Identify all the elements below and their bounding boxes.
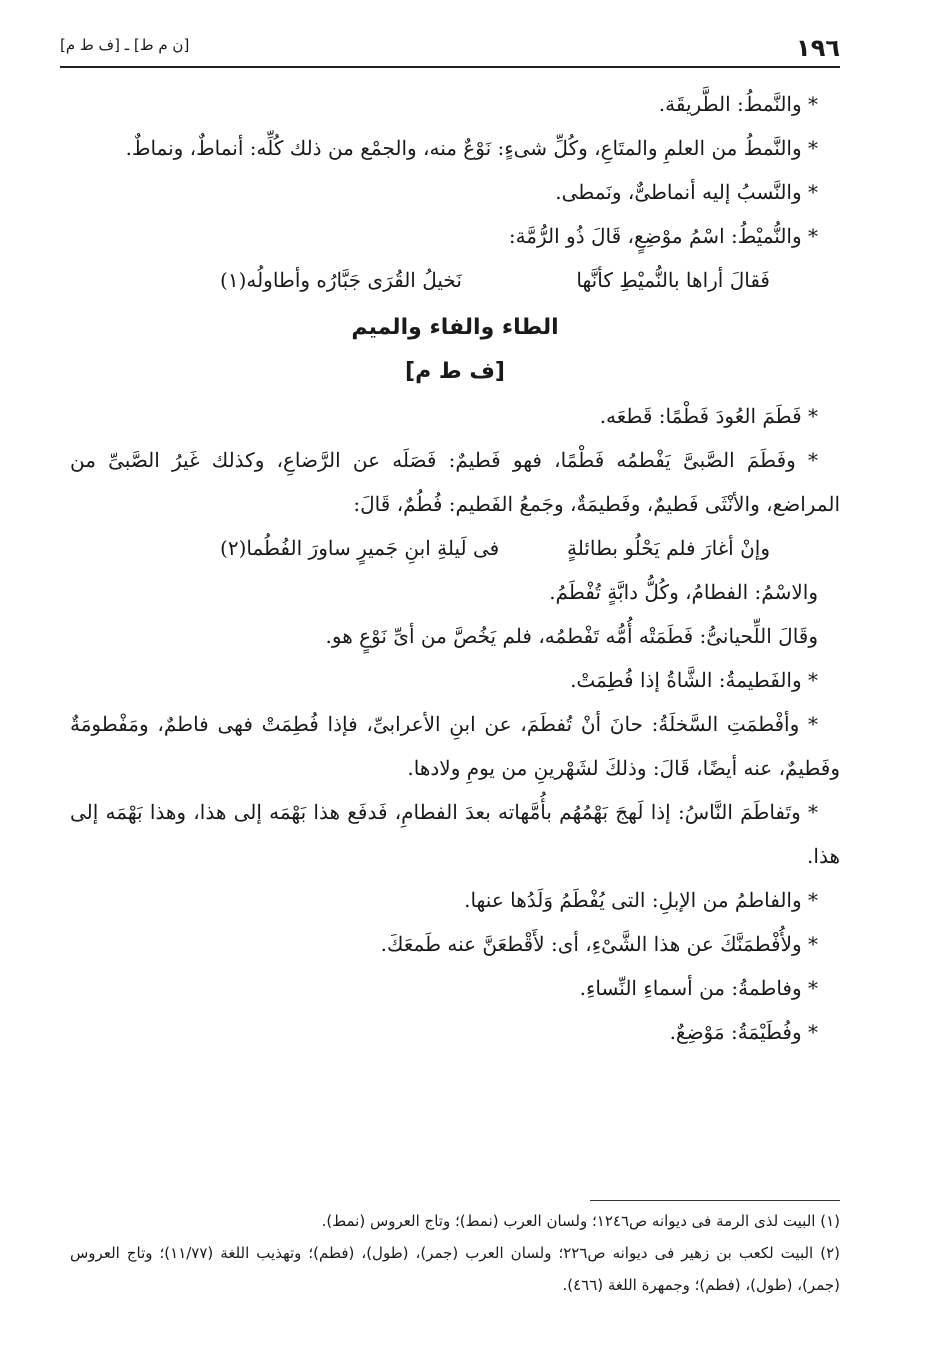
verse-hemistich-right: فَقالَ أراها بالنُّميْطِ كأنَّها	[576, 268, 770, 292]
verse-line	[220, 526, 770, 570]
footnote: (٢) البيت لكعب بن زهير فى ديوانه ص٢٢٦؛ ولسان العرب (جمر)، (طول)، (فطم)؛ وتهذيب اللغة (١١/٧٧)؛ وتاج العروس (جمر)، (طول)، (فطم)؛ وجمهرة اللغة (٤٦٦).	[70, 1244, 840, 1294]
verse-line	[220, 258, 770, 302]
entry-paragraph: * ولأُفْطمَنَّكَ عن هذا الشَّىْءِ، أى: لأَقْطعَنَّ عنه طَمعَكَ.	[380, 932, 818, 956]
entry-paragraph: * وفُطَيْمَةُ: مَوْضِعٌ.	[669, 1020, 818, 1044]
entry-paragraph: * وأفْطمَتِ السَّخلَةُ: حانَ أنْ تُفطَمَ، عن ابنِ الأعرابىِّ، فإذا فُطِمَتْ فهى فاطمٌ، ومَفْطومَةٌ وفَطيمٌ، عنه أيضًا، قَالَ: وذلكَ لشَهْرينِ من يومِ ولادها.	[70, 712, 840, 780]
entry-paragraph: * وتَفاطَمَ النَّاسُ: إذا لَهجَ بَهْمُهُم بأُمَّهاته بعدَ الفطامِ، فَدفَع هذا بَهْمَه إلى هذا، وهذا بَهْمَه إلى هذا.	[70, 800, 840, 868]
verse-hemistich-left: نَخيلُ القُرَى جَبَّارُه وأطاولُه(١)	[220, 268, 462, 292]
footnote-rule	[590, 1200, 840, 1201]
page-number: ١٩٦	[796, 34, 840, 62]
footnote: (١) البيت لذى الرمة فى ديوانه ص١٢٤٦؛ ولسان العرب (نمط)؛ وتاج العروس (نمط).	[321, 1212, 840, 1230]
entry-paragraph: * وفاطمةُ: من أسماءِ النِّساءِ.	[579, 976, 818, 1000]
entry-paragraph: * وفَطَمَ الصَّبىَّ يَفْطمُه فَطْمًا، فهو فَطيمٌ: فَصَلَه عن الرَّضاعِ، وكذلك غَيرُ الصَّبىِّ من المراضع، والأنْثَى فَطيمٌ، وفَطيمَةٌ، وجَمعُ الفَطيم: فُطُمٌ، قَالَ:	[70, 448, 840, 516]
main-text	[70, 82, 840, 1054]
verse-hemistich-left: فى لَيلةِ ابنِ جَميرٍ ساورَ الفُطُما(٢)	[220, 536, 500, 560]
verse-hemistich-right: وإنْ أغارَ فلم يَحْلُو بطائلةٍ	[567, 536, 770, 560]
footnotes	[70, 1200, 840, 1301]
entry-paragraph: * والنَّسبُ إليه أنماطىٌّ، ونَمطى.	[555, 180, 818, 204]
entry-paragraph: * والنَّمطُ: الطَّريقَة.	[658, 92, 818, 116]
section-title: الطاء والفاء والميم	[351, 315, 559, 340]
root-title: [ف ط م]	[405, 359, 505, 384]
entry-paragraph: * فَطَمَ العُودَ فَطْمًا: قَطعَه.	[599, 404, 818, 428]
entry-paragraph: * والنُّميْطُ: اسْمُ موْضِعٍ، قَالَ ذُو الرُّمَّة:	[508, 224, 818, 248]
running-head: [ن م ط] ـ [ف ط م]	[60, 36, 190, 54]
page-header	[60, 30, 840, 68]
entry-paragraph: * والفَطيمةُ: الشَّاةُ إذا فُطِمَتْ.	[570, 668, 818, 692]
entry-paragraph: والاسْمُ: الفطامُ، وكُلُّ دابَّةٍ تُفْطَمُ.	[549, 580, 818, 604]
entry-paragraph: * والفاطمُ من الإبلِ: التى يُفْطَمُ وَلَدُها عنها.	[464, 888, 818, 912]
entry-paragraph: * والنَّمطُ من العلمِ والمتَاعِ، وكُلِّ شىءٍ: نَوْعٌ منه، والجمْع من ذلك كُلِّه: أنماطٌ، ونماطٌ.	[125, 136, 818, 160]
entry-paragraph: وقَالَ اللِّحيانىُّ: فَطَمَتْه أُمُّه تَفْطمُه، فلم يَخُصَّ من أىِّ نَوْعٍ هو.	[325, 624, 818, 648]
